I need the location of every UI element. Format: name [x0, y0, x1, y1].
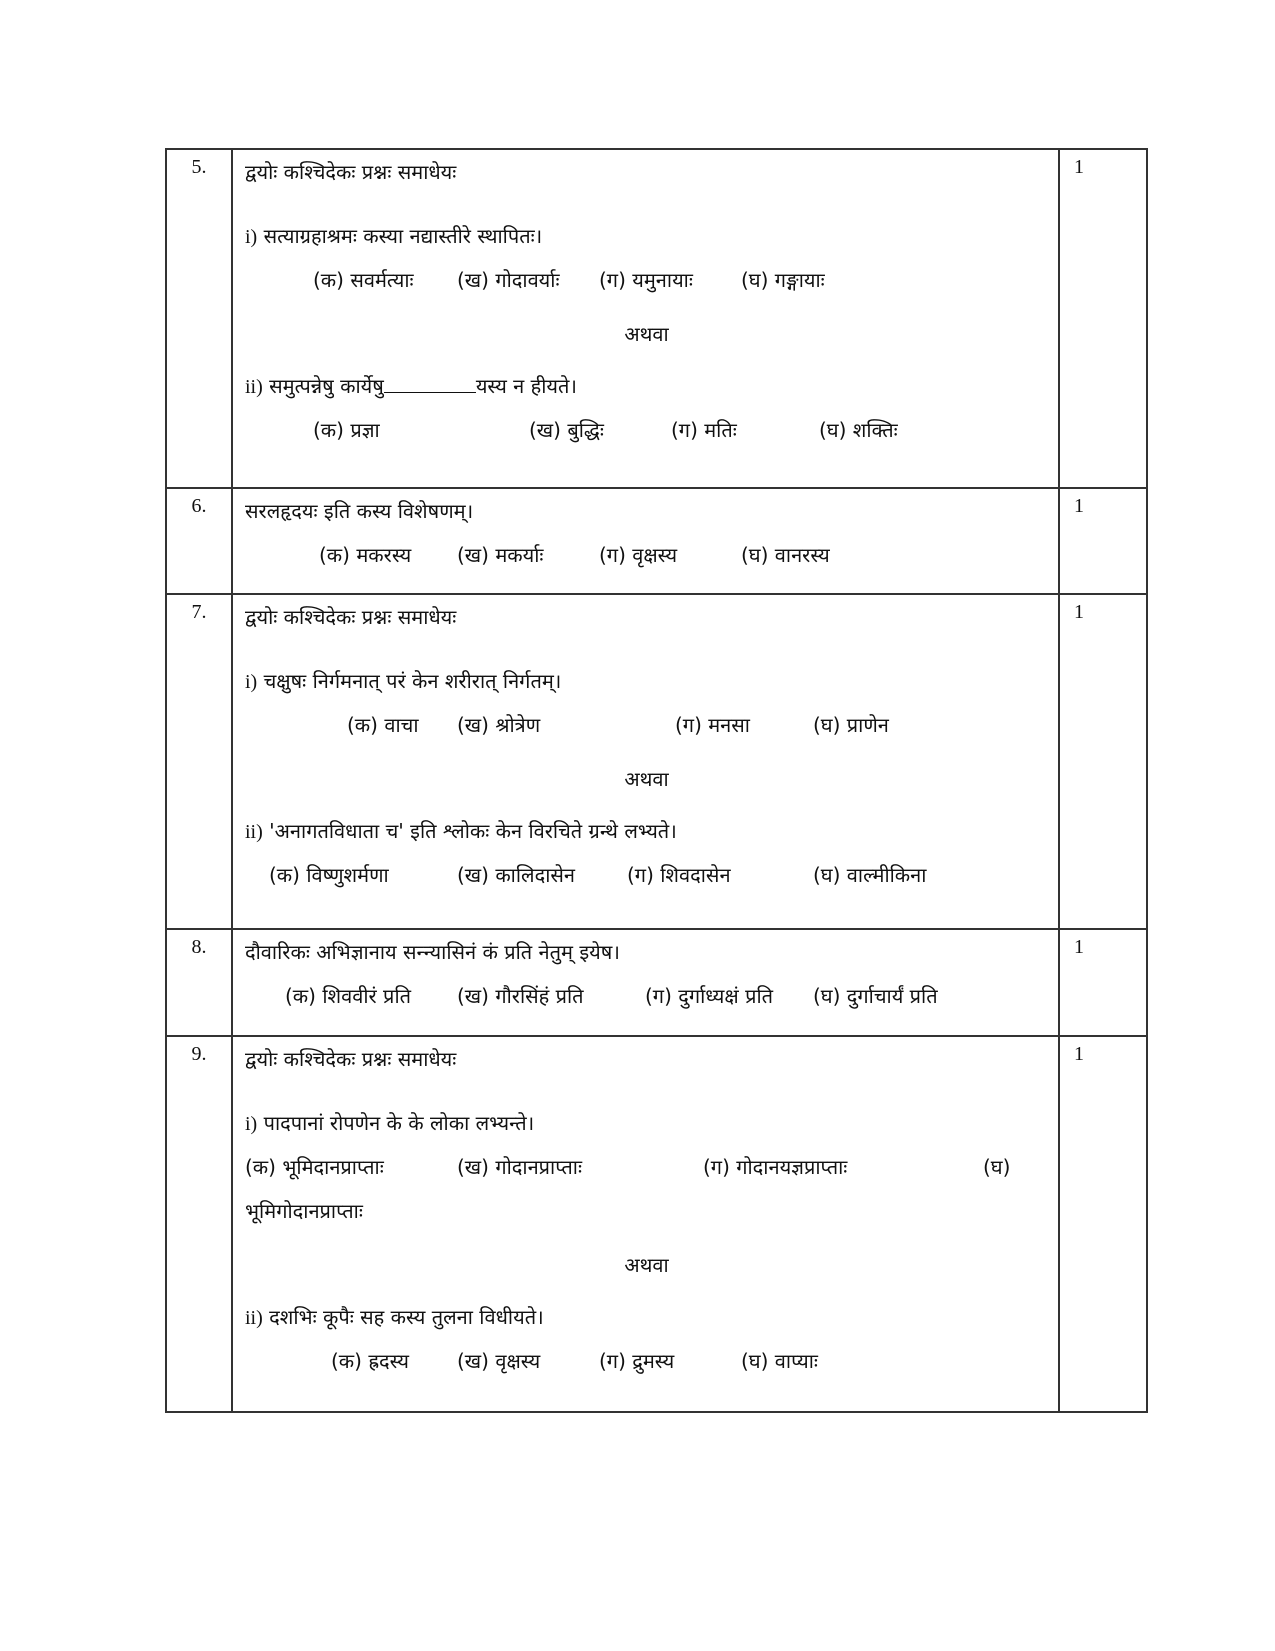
or-separator: अथवा — [624, 767, 669, 791]
option-b: (ख) श्रोत्रेण — [457, 713, 541, 737]
question-text — [245, 368, 1048, 412]
question-text: दौवारिकः अभिज्ञानाय सन्न्यासिनं कं प्रति नेतुम् इयेष। — [245, 940, 620, 964]
question-text — [245, 1105, 1048, 1149]
question-body — [232, 149, 1059, 488]
question-marks: 1 — [1059, 594, 1147, 929]
option-d: (घ) वानरस्य — [741, 543, 830, 567]
part-text: 'अनागतविधाता च' इति श्लोकः केन विरचिते ग्रन्थे लभ्यते। — [269, 819, 677, 843]
option-b: (ख) वृक्षस्य — [457, 1349, 541, 1373]
option-b: (ख) गौरसिंहं प्रति — [457, 984, 584, 1008]
option-c: (ग) शिवदासेन — [627, 863, 731, 887]
option-row — [245, 1343, 1048, 1387]
question-instruction: द्वयोः कश्चिदेकः प्रश्नः समाधेयः — [245, 1047, 457, 1071]
question-row-8 — [166, 929, 1147, 1036]
option-a: (क) सवर्मत्याः — [313, 268, 414, 292]
option-row — [245, 262, 1048, 306]
option-a: (क) भूमिदानप्राप्ताः — [245, 1155, 384, 1179]
part-label: ii) — [245, 1307, 263, 1329]
question-body — [232, 929, 1059, 1036]
part-label: i) — [245, 671, 258, 693]
question-instruction: द्वयोः कश्चिदेकः प्रश्नः समाधेयः — [245, 160, 457, 184]
question-marks: 1 — [1059, 929, 1147, 1036]
option-d: (घ) दुर्गाचार्यं प्रति — [813, 984, 938, 1008]
question-text — [245, 663, 1048, 707]
question-marks: 1 — [1059, 488, 1147, 594]
option-c: (ग) मतिः — [671, 418, 737, 442]
part-text: सत्याग्रहाश्रमः कस्या नद्यास्तीरे स्थापितः। — [263, 224, 543, 248]
part-text: दशभिः कूपैः सह कस्य तुलना विधीयते। — [269, 1305, 544, 1329]
option-a: (क) ह्रदस्य — [331, 1349, 409, 1373]
option-c: (ग) यमुनायाः — [599, 268, 693, 292]
part-label: ii) — [245, 821, 263, 843]
question-number: 9. — [166, 1036, 232, 1412]
part-label: i) — [245, 1113, 258, 1135]
option-a: (क) मकरस्य — [319, 543, 412, 567]
option-c: (ग) द्रुमस्य — [599, 1349, 675, 1373]
question-body — [232, 594, 1059, 929]
part-text: पादपानां रोपणेन के के लोका लभ्यन्ते। — [263, 1111, 535, 1135]
question-text — [245, 1299, 1048, 1343]
option-a: (क) विष्णुशर्मणा — [269, 863, 389, 887]
question-number: 5. — [166, 149, 232, 488]
question-row-6 — [166, 488, 1147, 594]
option-b: (ख) कालिदासेन — [457, 863, 576, 887]
option-c: (ग) वृक्षस्य — [599, 543, 678, 567]
question-body — [232, 488, 1059, 594]
option-c: (ग) मनसा — [675, 713, 750, 737]
option-d: (घ) वाप्याः — [741, 1349, 818, 1373]
option-a: (क) शिववीरं प्रति — [285, 984, 412, 1008]
option-d: (घ) — [983, 1155, 1011, 1179]
question-number: 6. — [166, 488, 232, 594]
option-row — [245, 707, 1048, 751]
question-marks: 1 — [1059, 149, 1147, 488]
question-text: सरलहृदयः इति कस्य विशेषणम्। — [245, 499, 474, 523]
question-instruction: द्वयोः कश्चिदेकः प्रश्नः समाधेयः — [245, 605, 457, 629]
option-c: (ग) दुर्गाध्यक्षं प्रति — [645, 984, 774, 1008]
part-label: i) — [245, 226, 258, 248]
option-row — [245, 1149, 1048, 1193]
or-separator: अथवा — [624, 322, 669, 346]
option-c: (ग) गोदानयज्ञप्राप्ताः — [703, 1155, 848, 1179]
question-number: 8. — [166, 929, 232, 1036]
option-a: (क) प्रज्ञा — [313, 418, 380, 442]
option-row — [245, 857, 1048, 901]
part-label: ii) — [245, 376, 263, 398]
option-row — [245, 537, 1048, 581]
option-b: (ख) बुद्धिः — [529, 418, 604, 442]
option-b: (ख) गोदावर्याः — [457, 268, 560, 292]
option-d: (घ) गङ्गायाः — [741, 268, 825, 292]
option-wrap: भूमिगोदानप्राप्ताः — [245, 1199, 363, 1223]
part-text-before: समुत्पन्नेषु कार्येषु — [269, 374, 384, 398]
question-body — [232, 1036, 1059, 1412]
part-text: चक्षुषः निर्गमनात् परं केन शरीरात् निर्गतम्। — [263, 669, 562, 693]
option-d: (घ) शक्तिः — [819, 418, 898, 442]
option-d: (घ) प्राणेन — [813, 713, 889, 737]
option-a: (क) वाचा — [347, 713, 419, 737]
question-row-9 — [166, 1036, 1147, 1412]
question-marks: 1 — [1059, 1036, 1147, 1412]
option-row — [245, 412, 1048, 456]
question-text — [245, 813, 1048, 857]
question-table — [165, 148, 1148, 1413]
option-row — [245, 978, 1048, 1022]
part-text-after: यस्य न हीयते। — [475, 374, 577, 398]
option-d: (घ) वाल्मीकिना — [813, 863, 927, 887]
question-row-7 — [166, 594, 1147, 929]
question-row-5 — [166, 149, 1147, 488]
option-b: (ख) गोदानप्राप्ताः — [457, 1155, 583, 1179]
fill-in-blank — [384, 370, 476, 393]
or-separator: अथवा — [624, 1253, 669, 1277]
option-b: (ख) मकर्याः — [457, 543, 544, 567]
question-text — [245, 218, 1048, 262]
question-number: 7. — [166, 594, 232, 929]
